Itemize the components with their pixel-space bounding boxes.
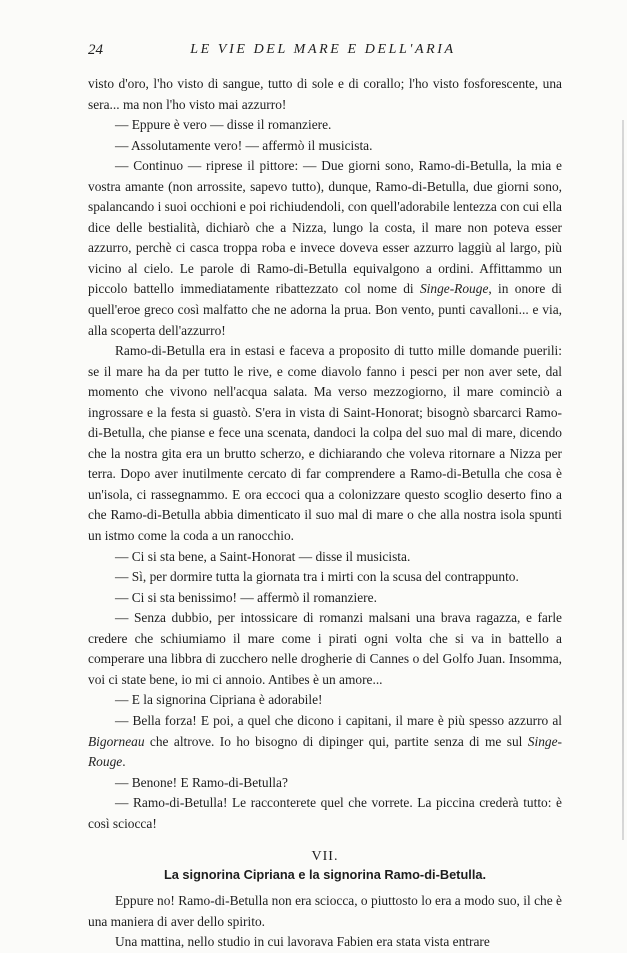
paragraph: — E la signorina Cipriana è adorabile! — [115, 692, 323, 708]
running-title: LE VIE DEL MARE E DELL'ARIA — [190, 42, 456, 57]
paragraph: — Senza dubbio, per intossicare di romanzi malsani una brava ragazza, e farle credere che schiumiamo il mare come i pirati ogni volta che si va in battello a comperare una libbra di zucchero nelle drogherie di Cannes o del Golfo Juan. Insomma, voi ci state bene, io mi ci annoio. Antibes è un amore... — [88, 610, 562, 687]
paragraph: Ramo-di-Betulla era in estasi e faceva a proposito di tutto mille domande puerili: se il mare ha da per tutto le rive, e come diavolo fanno i pesci per non aver sete, dal momento che vivono nell'acqua salata. Ma verso mezzogiorno, il mare cominciò a ingrossare e la festa si guastò. S'era in vista di Saint-Honorat; bisognò sbarcarci Ramo-di-Betulla, che pianse e fece una scenata, dandoci la colpa del suo mal di mare, dicendo che la nostra gita era un brutto scherzo, e dichiarando che voleva ritornare a Nizza per terra. Dopo aver inutilmente cercato di far comprendere a Ramo-di-Betulla che cosa è un'isola, ci rassegnammo. E ora eccoci qua a colonizzare questo scoglio deserto fino a che Ramo-di-Betulla abbia dimenticato il suo mal di mare o che alla nostra isola spunti un istmo come la coda a un ranocchio. — [88, 343, 562, 544]
paragraph: — Benone! E Ramo-di-Betulla? — [115, 774, 288, 790]
paragraph: — Ci si sta benissimo! — affermò il romanziere. — [115, 589, 377, 605]
paragraph: Eppure no! Ramo-di-Betulla non era sciocca, o piuttosto lo era a modo suo, il che è una maniera di aver dello spirito. — [88, 893, 562, 929]
paragraph: — Ramo-di-Betulla! Le racconterete quel che vorrete. La piccina crederà tutto: è così sciocca! — [88, 795, 562, 831]
page-number: 24 — [88, 42, 103, 58]
section-title: La signorina Cipriana e la signorina Ramo-di-Betulla. — [163, 867, 487, 883]
paragraph: — Bella forza! E poi, a quel che dicono i capitani, il mare è più spesso azzurro al Bigorneau che altrove. Io ho bisogno di dipinger qui, partite senza di me sul Singe-Rouge. — [88, 712, 562, 770]
paragraph: — Sì, per dormire tutta la giornata tra i mirti con la scusa del contrappunto. — [115, 569, 519, 585]
page-edge-shadow — [622, 120, 624, 840]
paragraph: — Continuo — riprese il pittore: — Due giorni sono, Ramo-di-Betulla, la mia e vostra amante (non arrossite, sapevo tutto), dunque, Ramo-di-Betulla, due giorni sono, spalancando i suoi occhioni e poi richiudendoli, con quell'adorabile lentezza con cui ella dice delle bestialità, dichiarò che a Nizza, lungo la costa, il mare non poteva esser azzurro, perchè ci casca troppa roba e invece doveva esser azzurro laggiù al largo, più vicino al cielo. Le parole di Ramo-di-Betulla equivalgono a ordini. Affittammo un piccolo battello immediatamente ribattezzato col nome di Singe-Rouge, in onore di quell'eroe greco così malfatto che ne adorna la prua. Bon vento, punti cavalloni... e via, alla scoperta dell'azzurro! — [88, 158, 562, 338]
page-body — [88, 74, 562, 953]
paragraph: visto d'oro, l'ho visto di sangue, tutto di sole e di corallo; l'ho visto fosforescente, una sera... ma non l'ho visto mai azzurro! — [88, 76, 562, 112]
section-number: VII. — [311, 849, 339, 865]
paragraph: — Ci si sta bene, a Saint-Honorat — disse il musicista. — [115, 548, 411, 564]
paragraph: — Eppure è vero — disse il romanziere. — [115, 117, 332, 133]
page-header — [88, 42, 558, 62]
paragraph: — Assolutamente vero! — affermò il musicista. — [115, 137, 373, 153]
paragraph: Una mattina, nello studio in cui lavorava Fabien era stata vista entrare — [115, 934, 490, 950]
